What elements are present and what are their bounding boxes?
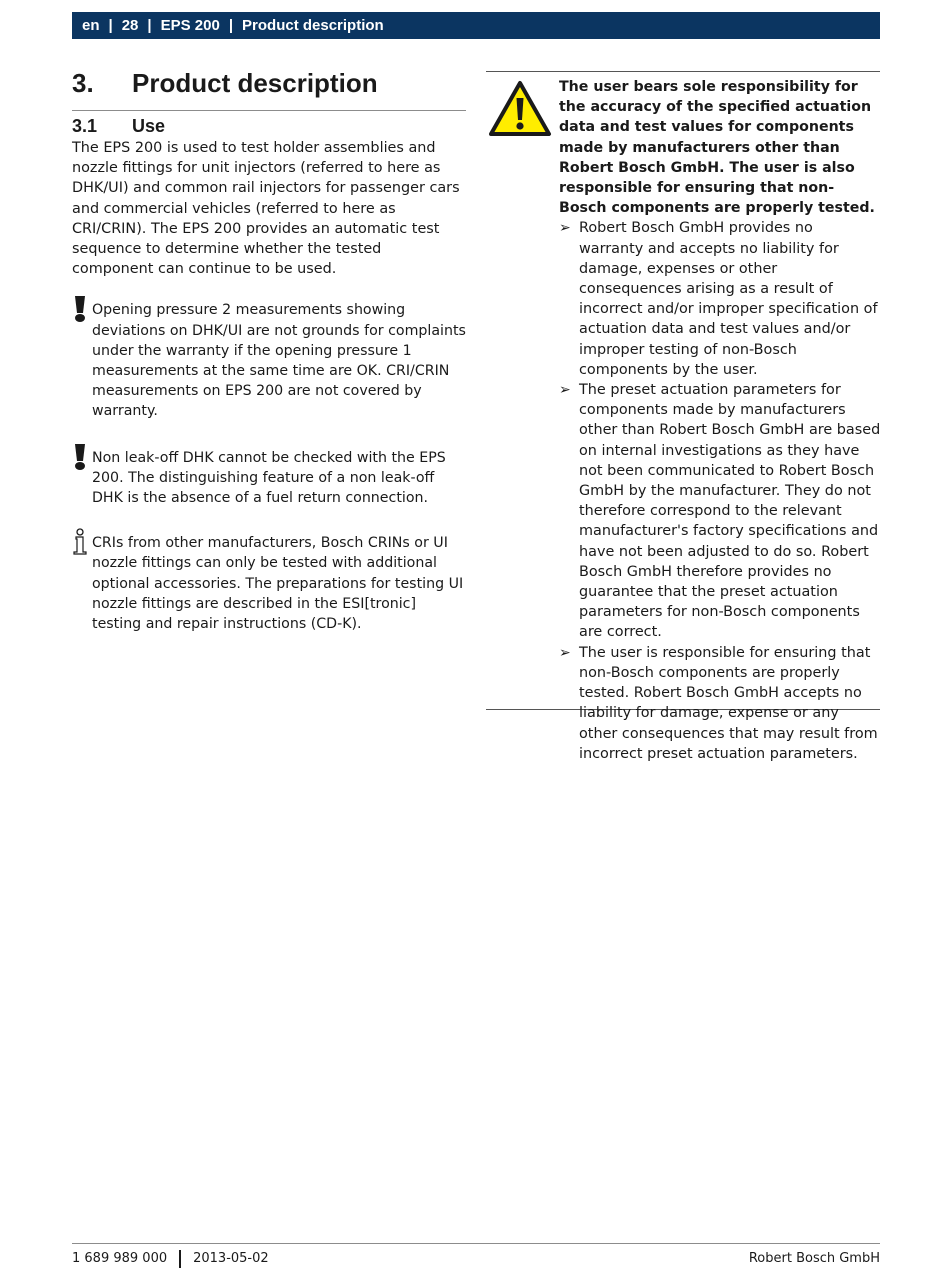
info-icon	[72, 528, 88, 556]
header-page-number: 28	[121, 17, 139, 34]
bullet-arrow-icon: ➢	[559, 644, 571, 661]
chapter-title: Product description	[132, 68, 378, 98]
warning-bullet	[559, 643, 881, 764]
header-separator: |	[147, 17, 152, 34]
section-title: Use	[132, 116, 166, 136]
intro-paragraph: The EPS 200 is used to test holder assemblies and nozzle fittings for unit injectors (referred to here as DHK/UI) and common rail injectors for passenger cars and commercial vehicles (referred to here as CRI/CRIN). The EPS 200 provides an automatic test sequence to determine whether the tested component can continue to be used.	[72, 140, 460, 278]
warning-statement: The user bears sole responsibility for the accuracy of the specified actuation data and test values for components made by manufacturers other than Robert Bosch GmbH. The user is also responsible for ensuring that non-Bosch components are properly tested.	[559, 79, 875, 217]
warning-bullet	[559, 218, 881, 380]
chapter-number: 3.	[72, 68, 94, 98]
page-header-bar	[72, 12, 880, 39]
header-language: en	[82, 17, 100, 34]
warning-bullet	[559, 380, 881, 643]
header-separator: |	[228, 17, 234, 34]
exclamation-icon	[72, 295, 88, 323]
header-separator: |	[108, 17, 113, 34]
left-column	[72, 66, 466, 634]
footer-doc-number: 1 689 989 000	[72, 1251, 168, 1266]
section-number: 3.1	[72, 116, 98, 136]
note-block	[72, 528, 466, 634]
warning-body	[559, 77, 881, 764]
bullet-text: The preset actuation parameters for components made by manufacturers other than Robert Bosch GmbH are based on internal investigations as they have not been communicated to Robert Bosch GmbH by the manufacturer. They do not therefore correspond to the relevant manufacturer's factory specifications and have not been adjusted to do so. Robert Bosch GmbH therefore provides no guarantee that the preset actuation parameters for non-Bosch components are correct.	[579, 382, 881, 641]
chapter-heading	[72, 66, 466, 111]
warning-triangle-icon	[488, 80, 552, 138]
bullet-arrow-icon: ➢	[559, 382, 571, 399]
note-text: Opening pressure 2 measurements showing deviations on DHK/UI are not grounds for complaints under the warranty if the opening pressure 1 measurements at the same time are OK. CRI/CRIN measurements on EPS 200 are not covered by warranty.	[92, 302, 466, 420]
section-heading	[72, 114, 466, 138]
bullet-text: The user is responsible for ensuring that non-Bosch components are properly tested. Robert Bosch GmbH accepts no liability for damage, expense or any other consequences that may result from incorrect preset actuation parameters.	[579, 644, 878, 762]
header-section: Product description	[242, 17, 384, 34]
footer-divider	[179, 1250, 181, 1268]
note-block	[72, 295, 466, 421]
page-footer	[72, 1243, 880, 1268]
bullet-arrow-icon: ➢	[559, 220, 571, 237]
note-block	[72, 443, 466, 509]
note-text: Non leak-off DHK cannot be checked with the EPS 200. The distinguishing feature of a non leak-off DHK is the absence of a fuel return connection.	[92, 449, 446, 507]
note-text: CRIs from other manufacturers, Bosch CRINs or UI nozzle fittings can only be tested with additional optional accessories. The preparations for testing UI nozzle fittings are described in the ESI[tronic] testing and repair instructions (CD-K).	[92, 535, 464, 633]
exclamation-icon	[72, 443, 88, 471]
footer-date: 2013-05-02	[193, 1251, 269, 1266]
warning-box	[486, 71, 881, 762]
footer-company: Robert Bosch GmbH	[748, 1251, 880, 1266]
header-product: EPS 200	[160, 17, 220, 34]
bullet-text: Robert Bosch GmbH provides no warranty and accepts no liability for damage, expenses or other consequences arising as a result of incorrect and/or improper specification of actuation data and test values and/or improper testing of non-Bosch components by the user.	[579, 220, 878, 378]
